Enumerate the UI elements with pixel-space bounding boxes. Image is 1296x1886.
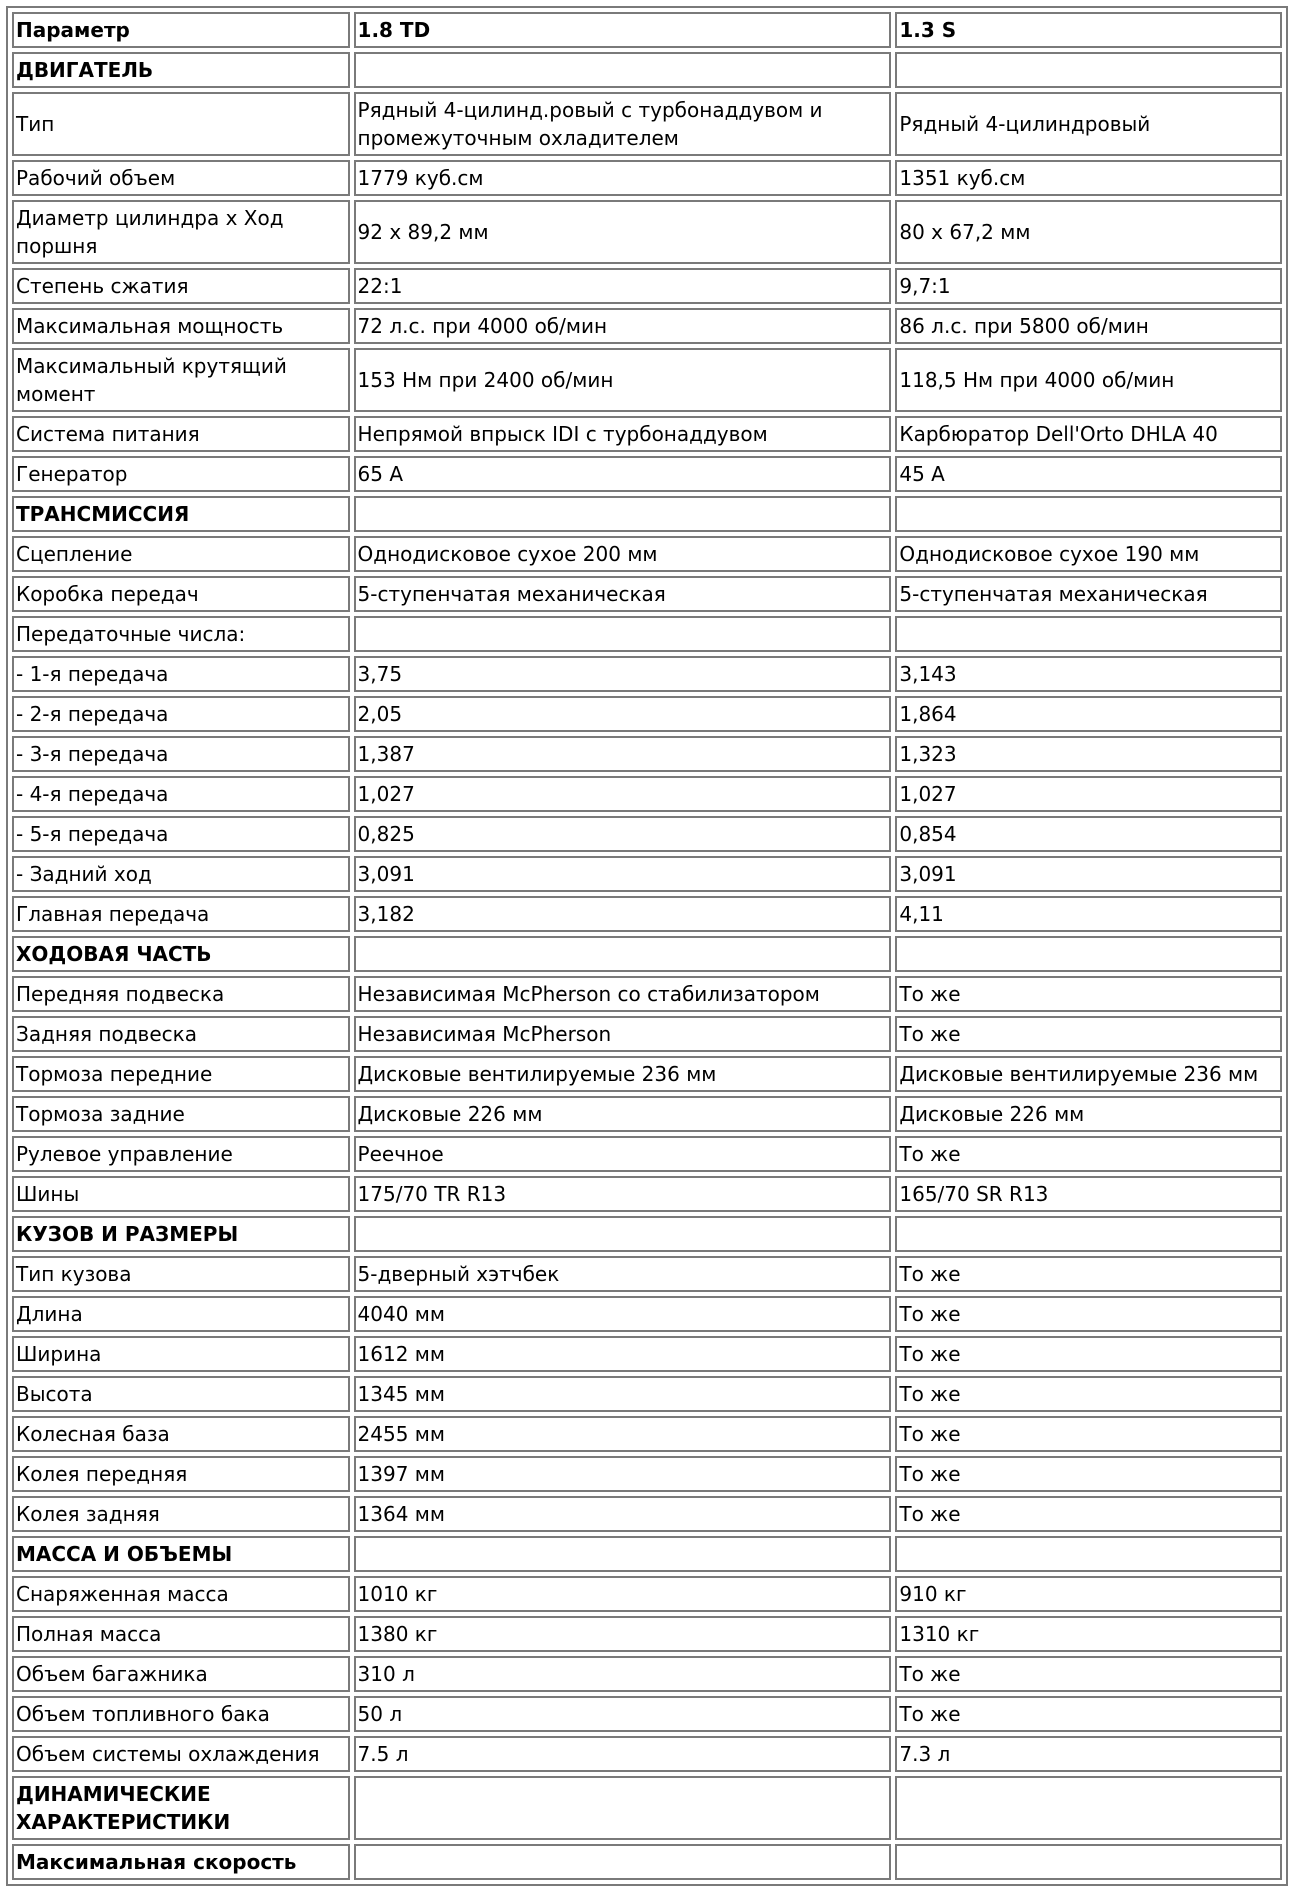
table-row [12, 896, 1282, 932]
param-name-cell: Полная масса [12, 1616, 350, 1652]
table-row [12, 536, 1282, 572]
value-1-3-s-cell: 80 х 67,2 мм [895, 200, 1282, 264]
header-param: Параметр [12, 12, 350, 48]
param-name-cell: Главная передача [12, 896, 350, 932]
value-1-3-s-cell: 86 л.с. при 5800 об/мин [895, 308, 1282, 344]
value-1-8-td-cell [354, 496, 892, 532]
value-1-8-td-cell: 65 А [354, 456, 892, 492]
table-row [12, 1176, 1282, 1212]
value-1-3-s-cell [895, 1776, 1282, 1840]
param-name-cell: Максимальный крутящий момент [12, 348, 350, 412]
value-1-3-s-cell: То же [895, 1456, 1282, 1492]
table-row [12, 348, 1282, 412]
param-name-cell: Тип кузова [12, 1256, 350, 1292]
value-1-8-td-cell: 310 л [354, 1656, 892, 1692]
value-1-8-td-cell: 2455 мм [354, 1416, 892, 1452]
param-name-cell: - 2-я передача [12, 696, 350, 732]
value-1-3-s-cell [895, 1216, 1282, 1252]
param-name-cell: ХОДОВАЯ ЧАСТЬ [12, 936, 350, 972]
value-1-8-td-cell: Рядный 4-цилинд.ровый с турбонаддувом и промежуточным охладителем [354, 92, 892, 156]
value-1-3-s-cell: То же [895, 1336, 1282, 1372]
table-row [12, 656, 1282, 692]
value-1-8-td-cell: 1,387 [354, 736, 892, 772]
value-1-3-s-cell: То же [895, 1376, 1282, 1412]
value-1-8-td-cell: 5-дверный хэтчбек [354, 1256, 892, 1292]
param-name-cell: МАССА И ОБЪЕМЫ [12, 1536, 350, 1572]
table-row [12, 1576, 1282, 1612]
value-1-8-td-cell: 1380 кг [354, 1616, 892, 1652]
param-name-cell: Снаряженная масса [12, 1576, 350, 1612]
value-1-3-s-cell: 1,027 [895, 776, 1282, 812]
table-row [12, 1456, 1282, 1492]
value-1-8-td-cell: 3,091 [354, 856, 892, 892]
param-name-cell: Сцепление [12, 536, 350, 572]
param-name-cell: Передняя подвеска [12, 976, 350, 1012]
value-1-8-td-cell: 5-ступенчатая механическая [354, 576, 892, 612]
value-1-3-s-cell: Дисковые 226 мм [895, 1096, 1282, 1132]
table-row [12, 268, 1282, 304]
param-name-cell: Тормоза задние [12, 1096, 350, 1132]
section-header-row [12, 1844, 1282, 1880]
value-1-8-td-cell: 1345 мм [354, 1376, 892, 1412]
value-1-3-s-cell: То же [895, 1656, 1282, 1692]
value-1-3-s-cell: 7.3 л [895, 1736, 1282, 1772]
table-row [12, 816, 1282, 852]
value-1-8-td-cell: 3,75 [354, 656, 892, 692]
value-1-3-s-cell: 118,5 Нм при 4000 об/мин [895, 348, 1282, 412]
value-1-8-td-cell: 1779 куб.см [354, 160, 892, 196]
param-name-cell: Тип [12, 92, 350, 156]
table-row [12, 1296, 1282, 1332]
value-1-8-td-cell [354, 1536, 892, 1572]
param-name-cell: Ширина [12, 1336, 350, 1372]
value-1-8-td-cell: 2,05 [354, 696, 892, 732]
value-1-8-td-cell [354, 1844, 892, 1880]
value-1-8-td-cell: 1,027 [354, 776, 892, 812]
value-1-8-td-cell: 4040 мм [354, 1296, 892, 1332]
value-1-8-td-cell: 153 Нм при 2400 об/мин [354, 348, 892, 412]
table-row [12, 696, 1282, 732]
value-1-8-td-cell: 3,182 [354, 896, 892, 932]
param-name-cell: ДИНАМИЧЕСКИЕ ХАРАКТЕРИСТИКИ [12, 1776, 350, 1840]
param-name-cell: Система питания [12, 416, 350, 452]
value-1-8-td-cell: 7.5 л [354, 1736, 892, 1772]
value-1-8-td-cell: 1612 мм [354, 1336, 892, 1372]
value-1-8-td-cell: 72 л.с. при 4000 об/мин [354, 308, 892, 344]
table-row [12, 456, 1282, 492]
header-col-1-3-s: 1.3 S [895, 12, 1282, 48]
value-1-8-td-cell: 1397 мм [354, 1456, 892, 1492]
table-row [12, 1376, 1282, 1412]
value-1-3-s-cell: То же [895, 1256, 1282, 1292]
param-name-cell: Тормоза передние [12, 1056, 350, 1092]
value-1-3-s-cell: То же [895, 1496, 1282, 1532]
param-name-cell: Колея задняя [12, 1496, 350, 1532]
value-1-8-td-cell [354, 1216, 892, 1252]
param-name-cell: - 4-я передача [12, 776, 350, 812]
param-name-cell: Шины [12, 1176, 350, 1212]
value-1-8-td-cell: 50 л [354, 1696, 892, 1732]
value-1-3-s-cell [895, 496, 1282, 532]
header-col-1-8-td: 1.8 TD [354, 12, 892, 48]
section-header-row [12, 936, 1282, 972]
spec-table-body [12, 12, 1282, 1880]
value-1-3-s-cell [895, 52, 1282, 88]
value-1-8-td-cell: 1364 мм [354, 1496, 892, 1532]
value-1-3-s-cell: То же [895, 1416, 1282, 1452]
table-row [12, 576, 1282, 612]
value-1-3-s-cell: То же [895, 1136, 1282, 1172]
table-row [12, 1256, 1282, 1292]
table-row [12, 1696, 1282, 1732]
param-name-cell: - Задний ход [12, 856, 350, 892]
section-header-row [12, 1216, 1282, 1252]
param-name-cell: Колея передняя [12, 1456, 350, 1492]
value-1-3-s-cell [895, 616, 1282, 652]
table-row [12, 1096, 1282, 1132]
param-name-cell: Передаточные числа: [12, 616, 350, 652]
table-row [12, 308, 1282, 344]
param-name-cell: - 3-я передача [12, 736, 350, 772]
param-name-cell: Высота [12, 1376, 350, 1412]
value-1-8-td-cell: Реечное [354, 1136, 892, 1172]
value-1-8-td-cell: 1010 кг [354, 1576, 892, 1612]
value-1-8-td-cell: 175/70 TR R13 [354, 1176, 892, 1212]
table-row [12, 736, 1282, 772]
value-1-3-s-cell [895, 1844, 1282, 1880]
param-name-cell: Длина [12, 1296, 350, 1332]
param-name-cell: Максимальная скорость [12, 1844, 350, 1880]
table-row [12, 1336, 1282, 1372]
param-name-cell: Максимальная мощность [12, 308, 350, 344]
value-1-3-s-cell: Рядный 4-цилиндровый [895, 92, 1282, 156]
value-1-3-s-cell: Дисковые вентилируемые 236 мм [895, 1056, 1282, 1092]
value-1-3-s-cell: То же [895, 976, 1282, 1012]
param-name-cell: Рабочий объем [12, 160, 350, 196]
value-1-8-td-cell: Однодисковое сухое 200 мм [354, 536, 892, 572]
value-1-3-s-cell: То же [895, 1296, 1282, 1332]
value-1-8-td-cell: 22:1 [354, 268, 892, 304]
value-1-3-s-cell: То же [895, 1016, 1282, 1052]
param-name-cell: - 5-я передача [12, 816, 350, 852]
value-1-3-s-cell: 165/70 SR R13 [895, 1176, 1282, 1212]
value-1-3-s-cell: 1,323 [895, 736, 1282, 772]
param-name-cell: Объем системы охлаждения [12, 1736, 350, 1772]
param-name-cell: Рулевое управление [12, 1136, 350, 1172]
table-header-row [12, 12, 1282, 48]
param-name-cell: Генератор [12, 456, 350, 492]
value-1-3-s-cell: 1,864 [895, 696, 1282, 732]
value-1-3-s-cell: Карбюратор Dell'Orto DHLA 40 [895, 416, 1282, 452]
table-row [12, 1616, 1282, 1652]
value-1-3-s-cell [895, 1536, 1282, 1572]
param-name-cell: Степень сжатия [12, 268, 350, 304]
table-row [12, 92, 1282, 156]
value-1-3-s-cell: 45 А [895, 456, 1282, 492]
table-row [12, 1016, 1282, 1052]
table-row [12, 1496, 1282, 1532]
section-header-row [12, 1776, 1282, 1840]
param-name-cell: Объем топливного бака [12, 1696, 350, 1732]
value-1-8-td-cell: Независимая McPherson [354, 1016, 892, 1052]
value-1-3-s-cell: Однодисковое сухое 190 мм [895, 536, 1282, 572]
value-1-3-s-cell: 1310 кг [895, 1616, 1282, 1652]
table-row [12, 200, 1282, 264]
table-row [12, 1136, 1282, 1172]
param-name-cell: - 1-я передача [12, 656, 350, 692]
value-1-3-s-cell: 1351 куб.см [895, 160, 1282, 196]
value-1-8-td-cell [354, 936, 892, 972]
value-1-3-s-cell: 910 кг [895, 1576, 1282, 1612]
table-row [12, 616, 1282, 652]
param-name-cell: КУЗОВ И РАЗМЕРЫ [12, 1216, 350, 1252]
section-header-row [12, 52, 1282, 88]
value-1-8-td-cell: Дисковые 226 мм [354, 1096, 892, 1132]
value-1-3-s-cell: 3,091 [895, 856, 1282, 892]
table-row [12, 1056, 1282, 1092]
param-name-cell: Задняя подвеска [12, 1016, 350, 1052]
value-1-3-s-cell: 5-ступенчатая механическая [895, 576, 1282, 612]
param-name-cell: Диаметр цилиндра х Ход поршня [12, 200, 350, 264]
param-name-cell: Объем багажника [12, 1656, 350, 1692]
param-name-cell: ДВИГАТЕЛЬ [12, 52, 350, 88]
value-1-8-td-cell: 0,825 [354, 816, 892, 852]
table-row [12, 776, 1282, 812]
value-1-3-s-cell: 9,7:1 [895, 268, 1282, 304]
value-1-8-td-cell: Непрямой впрыск IDI с турбонаддувом [354, 416, 892, 452]
param-name-cell: Колесная база [12, 1416, 350, 1452]
value-1-3-s-cell: 0,854 [895, 816, 1282, 852]
value-1-8-td-cell: Дисковые вентилируемые 236 мм [354, 1056, 892, 1092]
table-row [12, 1656, 1282, 1692]
table-row [12, 160, 1282, 196]
value-1-8-td-cell [354, 1776, 892, 1840]
section-header-row [12, 1536, 1282, 1572]
value-1-3-s-cell: То же [895, 1696, 1282, 1732]
table-row [12, 1736, 1282, 1772]
table-row [12, 416, 1282, 452]
value-1-3-s-cell [895, 936, 1282, 972]
value-1-8-td-cell: 92 х 89,2 мм [354, 200, 892, 264]
value-1-8-td-cell: Независимая McPherson со стабилизатором [354, 976, 892, 1012]
table-row [12, 976, 1282, 1012]
table-row [12, 1416, 1282, 1452]
param-name-cell: ТРАНСМИССИЯ [12, 496, 350, 532]
table-row [12, 856, 1282, 892]
value-1-3-s-cell: 3,143 [895, 656, 1282, 692]
section-header-row [12, 496, 1282, 532]
value-1-8-td-cell [354, 616, 892, 652]
value-1-3-s-cell: 4,11 [895, 896, 1282, 932]
param-name-cell: Коробка передач [12, 576, 350, 612]
value-1-8-td-cell [354, 52, 892, 88]
spec-table [6, 6, 1288, 1886]
